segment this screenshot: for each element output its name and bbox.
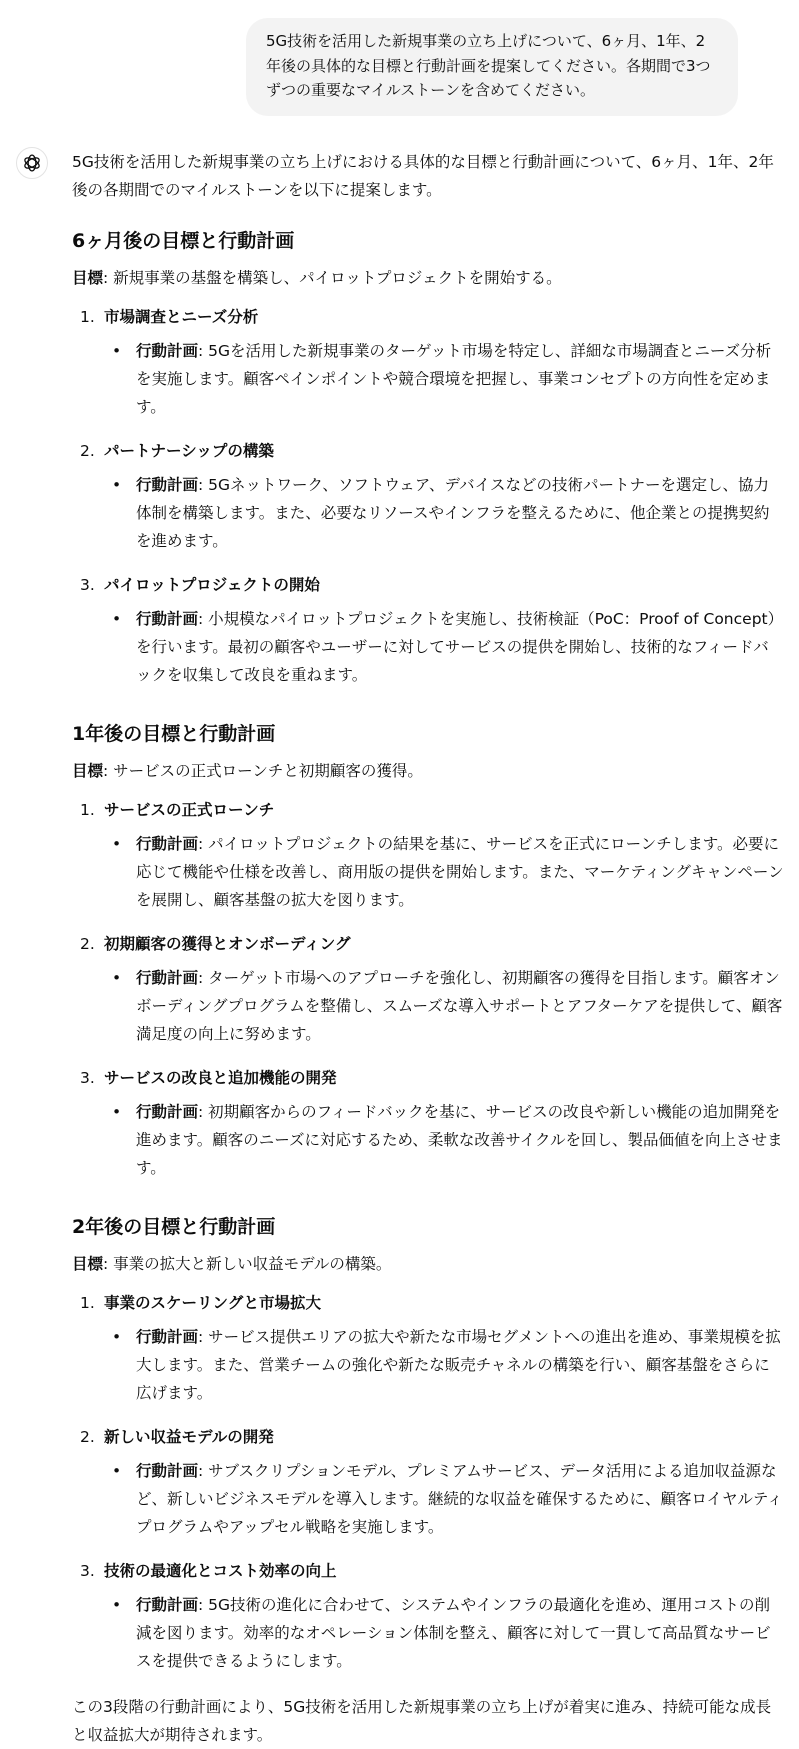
milestone-title: サービスの正式ローンチ (104, 801, 275, 819)
goal-text: : 事業の拡大と新しい収益モデルの構築。 (103, 1255, 392, 1273)
action-list (104, 605, 784, 695)
action-item (104, 964, 784, 1054)
response-intro: 5G技術を活用した新規事業の立ち上げにおける具体的な目標と行動計画について、6ヶ月、1年、2年後の各期間でのマイルストーンを以下に提案します。 (72, 153, 774, 199)
action-list (104, 337, 784, 427)
section-goal (72, 757, 784, 785)
milestone-title: 事業のスケーリングと市場拡大 (104, 1294, 322, 1312)
goal-label: 目標 (72, 269, 104, 287)
action-list (104, 1098, 784, 1188)
action-item (104, 1591, 784, 1681)
bullet-icon: • (112, 969, 122, 987)
section-gap (72, 1194, 784, 1202)
action-item (104, 1323, 784, 1413)
action-item (104, 337, 784, 427)
milestone-item (72, 926, 784, 1054)
milestone-title: パイロットプロジェクトの開始 (104, 576, 320, 594)
bullet-icon: • (112, 1328, 122, 1346)
bullet-icon: • (112, 1103, 122, 1121)
section-heading: 1年後の目標と行動計画 (72, 723, 276, 745)
milestone-list (72, 792, 784, 1188)
action-list (104, 964, 784, 1054)
bullet-icon: • (112, 835, 122, 853)
action-item (104, 1457, 784, 1547)
action-item (104, 830, 784, 920)
milestone-item (72, 299, 784, 427)
action-text: : サブスクリプションモデル、プレミアムサービス、データ活用による追加収益源など、新しいビジネスモデルを導入します。継続的な収益を確保するために、顧客ロイヤルティプログラムやアップセル戦略を実施します。 (136, 1462, 783, 1536)
section-heading: 6ヶ月後の目標と行動計画 (72, 230, 295, 252)
action-label: 行動計画 (136, 610, 199, 628)
action-label: 行動計画 (136, 835, 199, 853)
milestone-number: 3. (80, 576, 95, 594)
response-conclusion: この3段階の行動計画により、5G技術を活用した新規事業の立ち上げが着実に進み、持続可能な成長と収益拡大が期待されます。 (72, 1698, 772, 1744)
milestone-item (72, 1285, 784, 1413)
assistant-response (72, 148, 784, 1749)
action-list (104, 471, 784, 561)
action-label: 行動計画 (136, 476, 199, 494)
action-label: 行動計画 (136, 342, 199, 360)
milestone-number: 3. (80, 1069, 95, 1087)
milestone-item (72, 433, 784, 561)
action-text: : ターゲット市場へのアプローチを強化し、初期顧客の獲得を目指します。顧客オンボーディングプログラムを整備し、スムーズな導入サポートとアフターケアを提供して、顧客満足度の向上に努めます。 (136, 969, 783, 1043)
milestone-number: 1. (80, 1294, 95, 1312)
action-item (104, 471, 784, 561)
goal-label: 目標 (72, 1255, 104, 1273)
openai-logo-icon (16, 147, 48, 179)
section-goal (72, 264, 784, 292)
action-label: 行動計画 (136, 1103, 199, 1121)
action-text: : パイロットプロジェクトの結果を基に、サービスを正式にローンチします。必要に応じて機能や仕様を改善し、商用版の提供を開始します。また、マーケティングキャンペーンを展開し、顧客基盤の拡大を図ります。 (136, 835, 784, 909)
bullet-icon: • (112, 342, 122, 360)
bullet-icon: • (112, 1596, 122, 1614)
action-text: : 5G技術の進化に合わせて、システムやインフラの最適化を進め、運用コストの削減を図ります。効率的なオペレーション体制を整え、顧客に対して一貫して高品質なサービスを提供できるようにします。 (136, 1596, 771, 1670)
milestone-number: 1. (80, 801, 95, 819)
action-item (104, 1098, 784, 1188)
milestone-item (72, 567, 784, 695)
milestone-list (72, 1285, 784, 1681)
action-label: 行動計画 (136, 1462, 199, 1480)
milestone-number: 1. (80, 308, 95, 326)
action-text: : サービス提供エリアの拡大や新たな市場セグメントへの進出を進め、事業規模を拡大します。また、営業チームの強化や新たな販売チャネルの構築を行い、顧客基盤をさらに広げます。 (136, 1328, 781, 1402)
action-text: : 初期顧客からのフィードバックを基に、サービスの改良や新しい機能の追加開発を進めます。顧客のニーズに対応するため、柔軟な改善サイクルを回し、製品価値を向上させます。 (136, 1103, 783, 1177)
user-message-bubble (246, 18, 738, 116)
section-gap (72, 701, 784, 709)
milestone-title: サービスの改良と追加機能の開発 (104, 1069, 337, 1087)
milestone-number: 2. (80, 1428, 95, 1446)
bullet-icon: • (112, 476, 122, 494)
section-heading: 2年後の目標と行動計画 (72, 1216, 276, 1238)
action-label: 行動計画 (136, 1596, 199, 1614)
goal-text: : 新規事業の基盤を構築し、パイロットプロジェクトを開始する。 (103, 269, 562, 287)
action-item (104, 605, 784, 695)
action-text: : 小規模なパイロットプロジェクトを実施し、技術検証（PoC：Proof of Concept）を行います。最初の顧客やユーザーに対してサービスの提供を開始し、技術的なフィードバックを収集して改良を重ねます。 (136, 610, 784, 684)
milestone-list (72, 299, 784, 695)
action-text: : 5Gネットワーク、ソフトウェア、デバイスなどの技術パートナーを選定し、協力体制を構築します。また、必要なリソースやインフラを整えるために、他企業との提携契約を進めます。 (136, 476, 770, 550)
section-goal (72, 1250, 784, 1278)
milestone-number: 2. (80, 442, 95, 460)
milestone-item (72, 1553, 784, 1681)
user-message-text: 5G技術を活用した新規事業の立ち上げについて、6ヶ月、1年、2年後の具体的な目標と行動計画を提案してください。各期間で3つずつの重要なマイルストーンを含めてください。 (266, 32, 711, 99)
action-label: 行動計画 (136, 1328, 199, 1346)
milestone-title: パートナーシップの構築 (104, 442, 274, 460)
milestone-title: 新しい収益モデルの開発 (104, 1428, 274, 1446)
action-list (104, 1323, 784, 1413)
action-list (104, 1591, 784, 1681)
milestone-item (72, 1419, 784, 1547)
action-text: : 5Gを活用した新規事業のターゲット市場を特定し、詳細な市場調査とニーズ分析を実施します。顧客ペインポイントや競合環境を把握し、事業コンセプトの方向性を定めます。 (136, 342, 772, 416)
milestone-number: 3. (80, 1562, 95, 1580)
milestone-title: 技術の最適化とコスト効率の向上 (104, 1562, 337, 1580)
action-label: 行動計画 (136, 969, 199, 987)
goal-label: 目標 (72, 762, 104, 780)
action-list (104, 830, 784, 920)
bullet-icon: • (112, 610, 122, 628)
response-sections (72, 216, 784, 1681)
goal-text: : サービスの正式ローンチと初期顧客の獲得。 (103, 762, 423, 780)
milestone-title: 市場調査とニーズ分析 (104, 308, 259, 326)
milestone-number: 2. (80, 935, 95, 953)
action-list (104, 1457, 784, 1547)
milestone-item (72, 792, 784, 920)
milestone-title: 初期顧客の獲得とオンボーディング (104, 935, 351, 953)
milestone-item (72, 1060, 784, 1188)
bullet-icon: • (112, 1462, 122, 1480)
